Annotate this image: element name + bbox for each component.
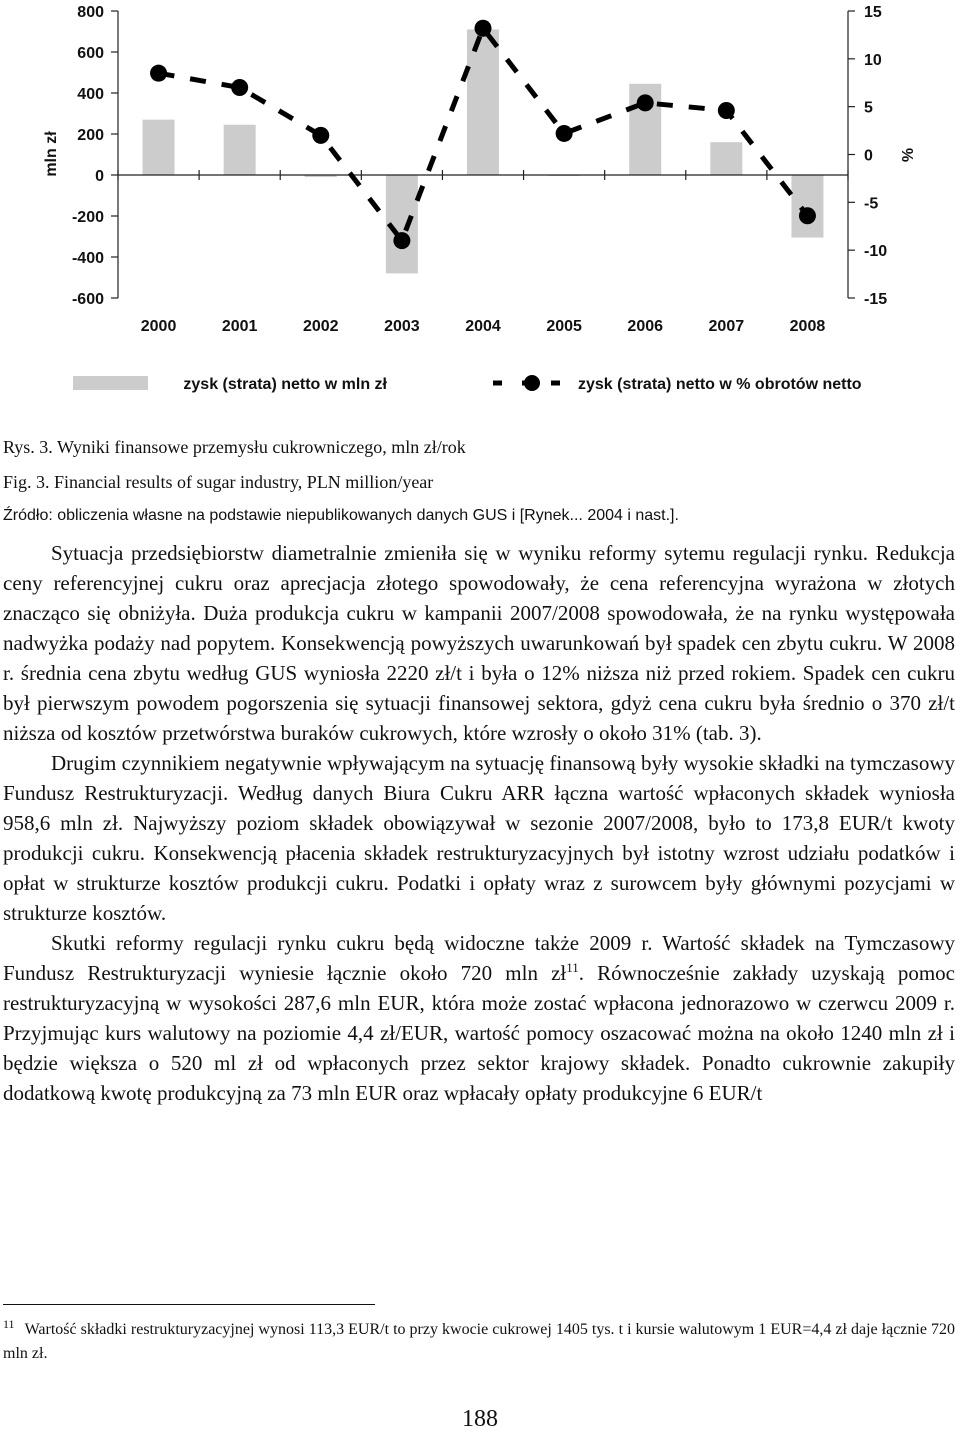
footnote-text: Wartość składki restrukturyzacyjnej wynosi 113,3 EUR/t to przy kwocie cukrowej 1405 tys. t i kursie walutowym 1 EUR=4,4 zł daje łącznie 720 mln zł.: [3, 1321, 955, 1362]
figure-caption-pl: Rys. 3. Wyniki finansowe przemysłu cukrowniczego, mln zł/rok: [3, 437, 466, 457]
legend-label-line: zysk (strata) netto w % obrotów netto: [578, 376, 862, 393]
y-left-tick-label: -400: [71, 250, 104, 267]
x-tick-label: 2007: [708, 318, 745, 335]
y-right-tick-label: 5: [864, 99, 873, 117]
page-number: 188: [462, 1406, 498, 1432]
y-left-tick-label: 200: [77, 127, 104, 144]
x-tick-label: 2003: [384, 318, 420, 335]
bar-2008: [791, 175, 823, 238]
paragraph-3: [3, 928, 955, 1108]
bar-2007: [710, 142, 742, 175]
point-2006: [637, 94, 654, 111]
bar-2001: [224, 125, 256, 175]
paragraph-3-part-2: . Równocześnie zakłady uzyskają pomoc restrukturyzacyjną w wysokości 287,6 mln EUR, która może zostać wpłacona jednorazowo w czerwcu 2009 r. Przyjmując kurs walutowy na poziomie 4,4 zł/EUR, wartość pomocy oszacować można na około 1240 mln zł i będzie większa o 520 ml zł od wpłaconych przez sektor krajowy składek. Ponadto cukrownie zakupiły dodatkową kwotę produkcyjną za 73 mln EUR oraz wpłacały opłaty produkcyjne 6 EUR/t: [3, 961, 956, 1105]
paragraph-1: Sytuacja przedsiębiorstw diametralnie zmieniła się w wyniku reformy sytemu regulacji rynku. Redukcja ceny referencyjnej cukru oraz aprecjacja złotego spowodowały, że cena referencyjna wyrażona w złotych znacząco się obniżyła. Duża produkcja cukru w kampanii 2007/2008 spowodowała, że na rynku występowała nadwyżka podaży nad popytem. Konsekwencją powyższych uwarunkowań był spadek cen zbytu cukru. W 2008 r. średnia cena zbytu według GUS wyniosła 2220 zł/t i była o 12% niższa niż przed rokiem. Spadek cen cukru był pierwszym powodem pogorszenia się sytuacji finansowej sektora, gdyż cena cukru była średnio o 370 zł/t niższa od kosztów przetwórstwa buraków cukrowych, które wzrosły o około 31% (tab. 3).: [3, 541, 955, 745]
point-2002: [312, 127, 329, 144]
footnote-separator: [3, 1304, 375, 1305]
body-text: [3, 538, 955, 1108]
point-2000: [150, 65, 167, 82]
x-tick-label: 2000: [140, 318, 177, 335]
footnote-number: 11: [3, 1317, 15, 1331]
paragraph-2: Drugim czynnikiem negatywnie wpływającym na sytuację finansową były wysokie składki na tymczasowy Fundusz Restrukturyzacji. Według danych Biura Cukru ARR łączna wartość wpłaconych składek wyniosła 958,6 mln zł. Najwyższy poziom składek obowiązywał w sezonie 2007/2008, było to 173,8 EUR/t kwoty produkcji cukru. Konsekwencją płacenia składek restrukturyzacyjnych był istotny wzrost udziału podatków i opłat w strukturze kosztów produkcji cukru. Podatki i opłaty wraz z surowcem były głównymi pozycjami w strukturze kosztów.: [3, 751, 955, 925]
point-2008: [799, 207, 816, 224]
bar-2004: [467, 29, 499, 175]
y-right-axis-title: %: [900, 147, 917, 163]
x-tick-label: 2006: [627, 318, 664, 335]
x-tick-label: 2002: [302, 318, 339, 335]
point-2003: [393, 232, 410, 249]
y-left-tick-label: -200: [71, 209, 104, 226]
x-tick-label: 2004: [465, 318, 501, 335]
footnote-ref[interactable]: 11: [566, 960, 579, 975]
footnote: [3, 1318, 955, 1366]
y-left-tick-label: 400: [77, 86, 104, 103]
bar-2000: [143, 120, 175, 175]
y-right-tick-label: -10: [864, 243, 888, 261]
x-tick-label: 2001: [221, 318, 258, 335]
financial-results-chart: [0, 0, 960, 410]
y-right-tick-label: 10: [864, 51, 882, 69]
paragraph-3-part-1: Skutki reformy regulacji rynku cukru będą widoczne także 2009 r. Wartość składek na Tymczasowy Fundusz Restrukturyzacji wyniesie łącznie około 720 mln zł: [3, 931, 955, 985]
y-left-axis-title: mln zł: [43, 131, 60, 177]
point-2005: [556, 125, 573, 142]
point-2001: [231, 79, 248, 96]
point-2007: [718, 102, 735, 119]
legend-label-bars: zysk (strata) netto w mln zł: [183, 376, 387, 393]
y-left-tick-label: -600: [71, 291, 104, 308]
point-2004: [475, 20, 492, 37]
y-left-tick-label: 600: [77, 45, 104, 62]
figure-source: Źródło: obliczenia własne na podstawie niepublikowanych danych GUS i [Rynek... 2004 i nast.].: [3, 507, 679, 524]
chart-svg: [0, 0, 960, 410]
x-tick-label: 2005: [546, 318, 582, 335]
legend-swatch-bars: [73, 376, 148, 390]
figure-caption-en: Fig. 3. Financial results of sugar industry, PLN million/year: [3, 472, 434, 492]
y-right-tick-label: -5: [864, 195, 879, 213]
x-tick-label: 2008: [789, 318, 826, 335]
y-left-tick-label: 0: [95, 168, 104, 185]
y-right-tick-label: -15: [864, 291, 888, 308]
y-right-tick-label: 15: [864, 4, 882, 21]
legend-marker-line: [524, 375, 540, 391]
y-left-tick-label: 800: [77, 4, 104, 21]
y-right-tick-label: 0: [864, 147, 873, 165]
